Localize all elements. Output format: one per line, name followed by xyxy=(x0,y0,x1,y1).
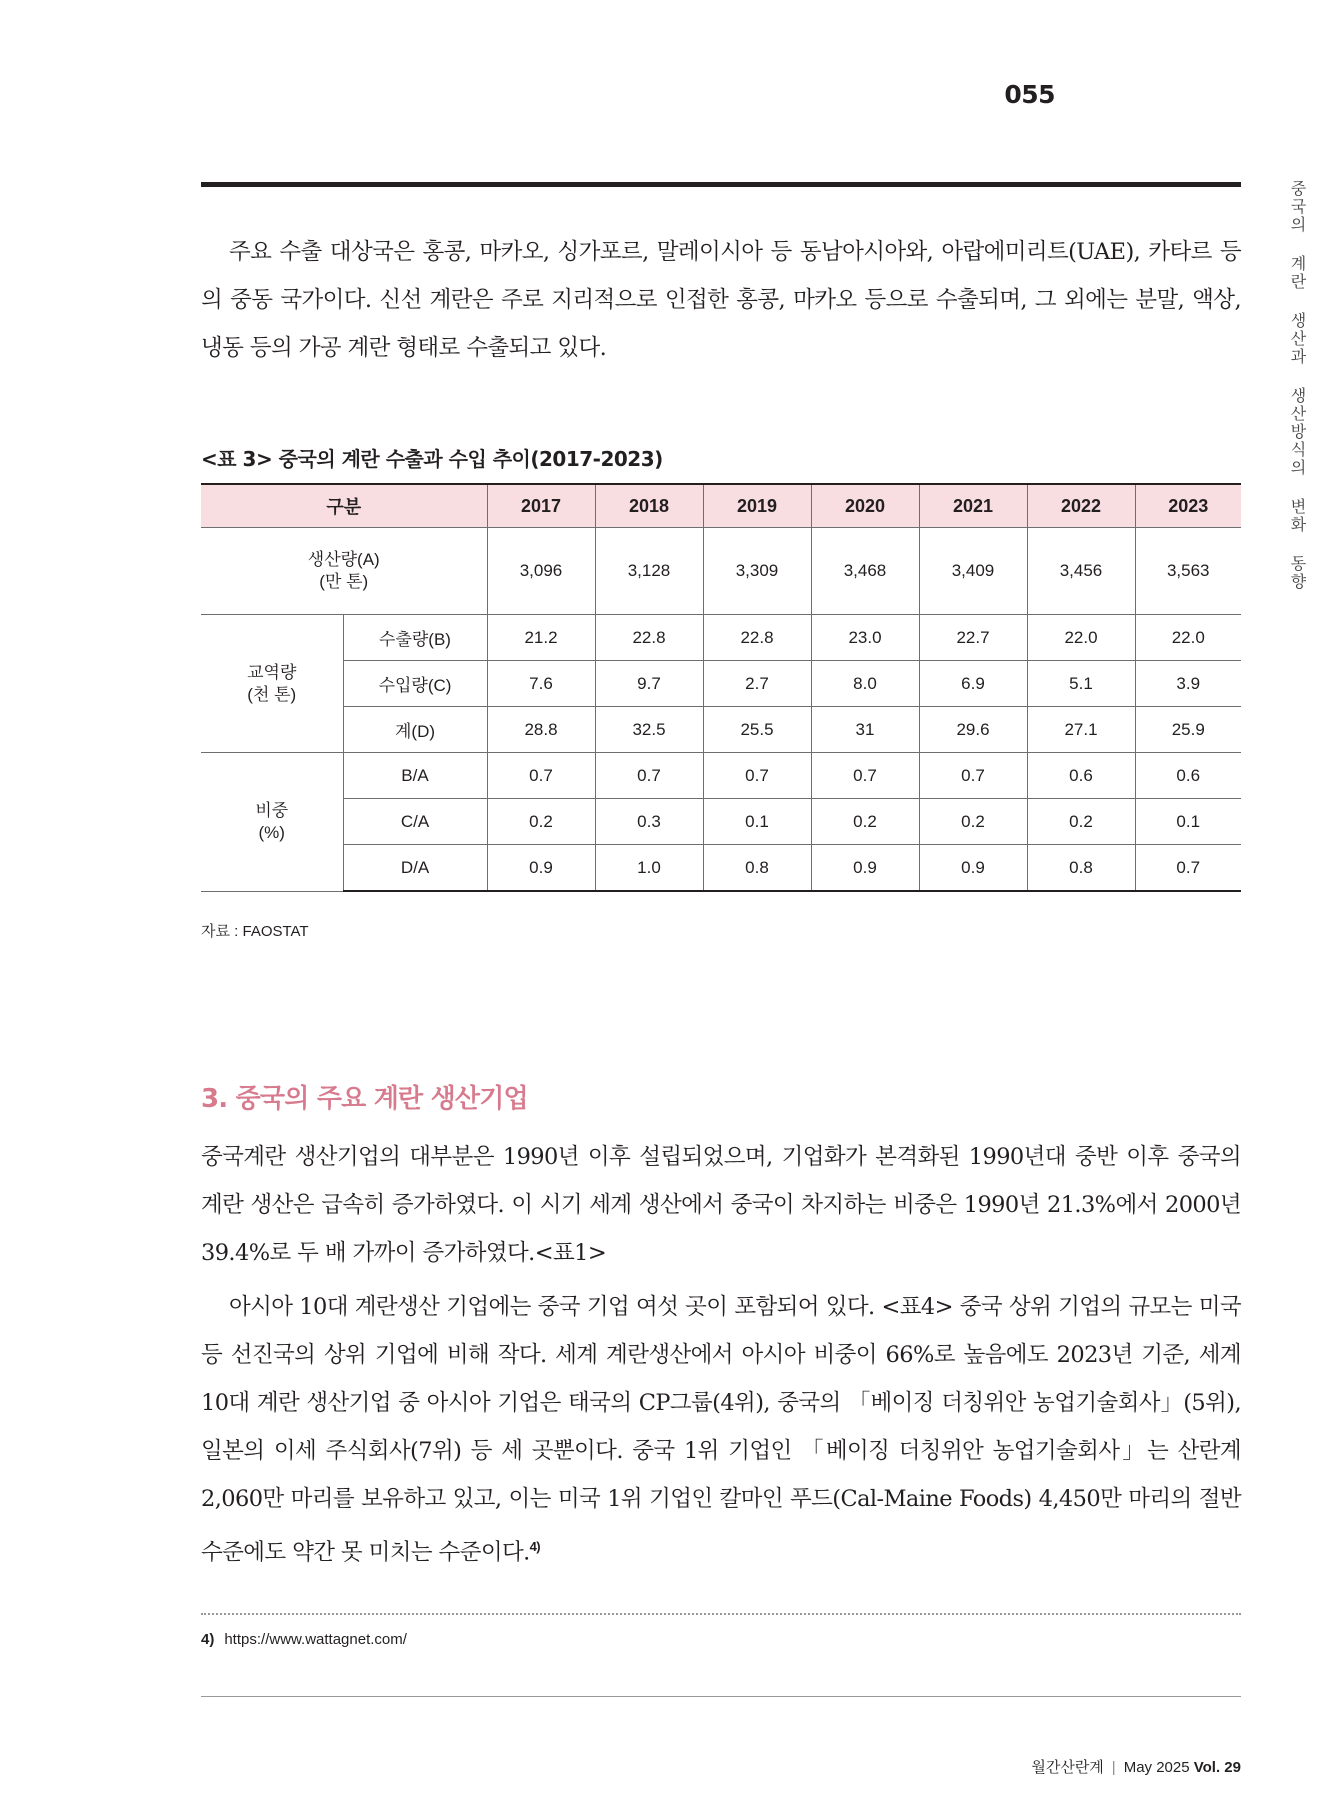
section-heading: 3. 중국의 주요 계란 생산기업 xyxy=(201,1084,528,1114)
footer-magazine: 월간산란계 xyxy=(1031,1759,1104,1776)
top-rule xyxy=(201,182,1241,187)
table-cell: 8.0 xyxy=(811,661,919,707)
footnote-link[interactable]: https://www.wattagnet.com/ xyxy=(224,1631,407,1648)
table-cell: 7.6 xyxy=(487,661,595,707)
table-row-import xyxy=(201,661,1241,707)
table-cell: 0.6 xyxy=(1135,753,1241,799)
row-label: 수출량(B) xyxy=(343,615,487,661)
table-cell: 3.9 xyxy=(1135,661,1241,707)
footnote-number: 4) xyxy=(201,1631,215,1648)
side-caption: 중국의 계란 생산과 생산방식의 변화 동향 xyxy=(1288,180,1307,591)
table-cell: 22.0 xyxy=(1027,615,1135,661)
table-cell: 27.1 xyxy=(1027,707,1135,753)
footer-separator: | xyxy=(1111,1759,1116,1776)
header-year: 2019 xyxy=(703,484,811,528)
row-label: 수입량(C) xyxy=(343,661,487,707)
table-cell: 0.2 xyxy=(1027,799,1135,845)
table-cell: 0.6 xyxy=(1027,753,1135,799)
table-cell: 22.7 xyxy=(919,615,1027,661)
table-cell: 3,456 xyxy=(1027,528,1135,615)
trade-group-line2: (천 톤) xyxy=(247,684,297,704)
table-cell: 29.6 xyxy=(919,707,1027,753)
table-cell: 28.8 xyxy=(487,707,595,753)
table-cell: 0.8 xyxy=(1027,845,1135,892)
table-cell: 21.2 xyxy=(487,615,595,661)
table-cell: 0.8 xyxy=(703,845,811,892)
footnote xyxy=(201,1631,407,1648)
table-cell: 3,096 xyxy=(487,528,595,615)
egg-trade-table xyxy=(201,483,1241,892)
row-label: B/A xyxy=(343,753,487,799)
page-footer xyxy=(1031,1756,1241,1777)
intro-paragraph: 주요 수출 대상국은 홍콩, 마카오, 싱가포르, 말레이시아 등 동남아시아와, 아랍에미리트(UAE), 카타르 등의 중동 국가이다. 신선 계란은 주로 지리적으로 인접한 홍콩, 마카오 등으로 수출되며, 그 외에는 분말, 액상, 냉동 등의 가공 계란 형태로 수출되고 있다. xyxy=(201,239,1241,361)
table-title: <표 3> 중국의 계란 수출과 수입 추이(2017-2023) xyxy=(201,447,663,471)
table-cell: 0.7 xyxy=(919,753,1027,799)
section-paragraph-2 xyxy=(201,1283,1241,1577)
table-source: 자료 : FAOSTAT xyxy=(201,923,309,940)
section-paragraph-2-text: 아시아 10대 계란생산 기업에는 중국 기업 여섯 곳이 포함되어 있다. <표4> 중국 상위 기업의 규모는 미국 등 선진국의 상위 기업에 비해 작다. 세계 계란생산에서 아시아 비중이 66%로 높음에도 2023년 기준, 세계 10대 계란 생산기업 중 아시아 기업은 태국의 CP그룹(4위), 중국의 「베이징 더칭위안 농업기술회사」(5위), 일본의 이세 주식회사(7위) 등 세 곳뿐이다. 중국 1위 기업인 「베이징 더칭위안 농업기술회사」는 산란계 2,060만 마리를 보유하고 있고, 이는 미국 1위 기업인 칼마인 푸드(Cal-Maine Foods) 4,450만 마리의 절반 수준에도 약간 못 미치는 수준이다. xyxy=(201,1294,1241,1566)
row-label-production xyxy=(201,528,487,615)
table-cell: 22.0 xyxy=(1135,615,1241,661)
table-cell: 3,409 xyxy=(919,528,1027,615)
table-cell: 22.8 xyxy=(703,615,811,661)
table-cell: 0.2 xyxy=(811,799,919,845)
table-cell: 0.9 xyxy=(487,845,595,892)
section-paragraph-1: 중국계란 생산기업의 대부분은 1990년 이후 설립되었으며, 기업화가 본격화된 1990년대 중반 이후 중국의 계란 생산은 급속히 증가하였다. 이 시기 세계 생산에서 중국이 차지하는 비중은 1990년 21.3%에서 2000년 39.4%로 두 배 가까이 증가하였다.<표1> xyxy=(201,1144,1241,1266)
header-year: 2023 xyxy=(1135,484,1241,528)
header-year: 2022 xyxy=(1027,484,1135,528)
table-cell: 0.1 xyxy=(1135,799,1241,845)
row-label: C/A xyxy=(343,799,487,845)
table-cell: 3,309 xyxy=(703,528,811,615)
ratio-group-line2: (%) xyxy=(258,822,285,842)
header-year: 2018 xyxy=(595,484,703,528)
production-label-line2: (만 톤) xyxy=(319,572,369,591)
table-cell: 0.7 xyxy=(811,753,919,799)
header-year: 2020 xyxy=(811,484,919,528)
table-row-ratio-da xyxy=(201,845,1241,892)
table-cell: 0.9 xyxy=(919,845,1027,892)
table-cell: 0.1 xyxy=(703,799,811,845)
table-row-ratio-ca xyxy=(201,799,1241,845)
table-cell: 3,468 xyxy=(811,528,919,615)
table-cell: 23.0 xyxy=(811,615,919,661)
row-label: D/A xyxy=(343,845,487,892)
table-cell: 1.0 xyxy=(595,845,703,892)
production-label-line1: 생산량(A) xyxy=(307,550,380,569)
row-label: 계(D) xyxy=(343,707,487,753)
table-cell: 0.2 xyxy=(487,799,595,845)
table-cell: 5.1 xyxy=(1027,661,1135,707)
trade-group-line1: 교역량 xyxy=(247,662,297,682)
header-year: 2017 xyxy=(487,484,595,528)
table-cell: 0.7 xyxy=(1135,845,1241,892)
table-cell: 25.5 xyxy=(703,707,811,753)
ratio-group-line1: 비중 xyxy=(255,800,289,820)
table-cell: 6.9 xyxy=(919,661,1027,707)
bottom-rule xyxy=(201,1696,1241,1697)
table-cell: 0.7 xyxy=(703,753,811,799)
footnote-reference: 4) xyxy=(529,1539,541,1554)
page-number: 055 xyxy=(1004,80,1055,109)
table-row-total xyxy=(201,707,1241,753)
table-cell: 25.9 xyxy=(1135,707,1241,753)
table-cell: 0.7 xyxy=(487,753,595,799)
footnote-divider xyxy=(201,1613,1241,1615)
table-cell: 0.9 xyxy=(811,845,919,892)
row-group-ratio xyxy=(201,753,343,892)
footer-volume: Vol. 29 xyxy=(1193,1759,1241,1776)
table-cell: 3,128 xyxy=(595,528,703,615)
table-cell: 22.8 xyxy=(595,615,703,661)
footer-issue: May 2025 xyxy=(1123,1759,1190,1776)
table-cell: 32.5 xyxy=(595,707,703,753)
table-cell: 31 xyxy=(811,707,919,753)
row-group-trade xyxy=(201,615,343,753)
table-cell: 0.7 xyxy=(595,753,703,799)
table-cell: 3,563 xyxy=(1135,528,1241,615)
table-cell: 9.7 xyxy=(595,661,703,707)
table-header-row xyxy=(201,484,1241,528)
table-cell: 2.7 xyxy=(703,661,811,707)
header-label: 구분 xyxy=(201,484,487,528)
table-cell: 0.3 xyxy=(595,799,703,845)
table-cell: 0.2 xyxy=(919,799,1027,845)
table-row-ratio-ba xyxy=(201,753,1241,799)
table-row-export xyxy=(201,615,1241,661)
header-year: 2021 xyxy=(919,484,1027,528)
table-row-production xyxy=(201,528,1241,615)
